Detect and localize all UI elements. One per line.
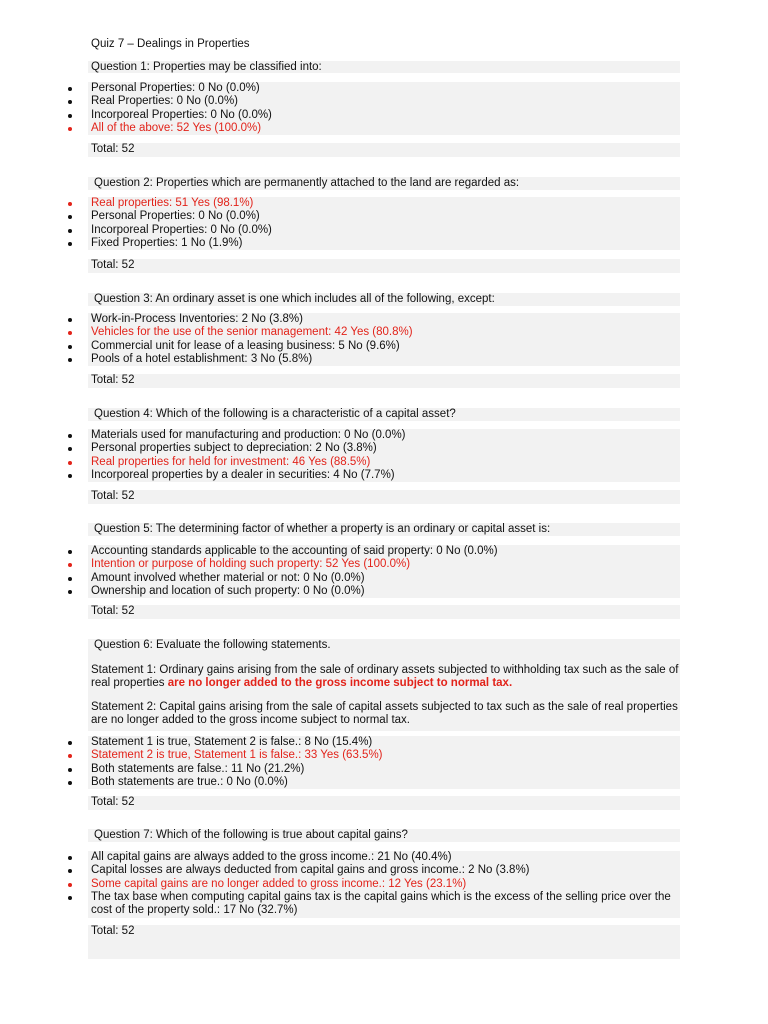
answer-option: Personal Properties: 0 No (0.0%) xyxy=(88,210,680,223)
question-3 xyxy=(88,293,680,306)
question-3-answers xyxy=(88,313,680,366)
question-4-total xyxy=(88,490,680,504)
answer-option: Commercial unit for lease of a leasing business: 5 No (9.6%) xyxy=(88,340,680,353)
question-6-answers xyxy=(88,736,680,789)
question-4 xyxy=(88,408,680,421)
question-7-text: Question 7: Which of the following is true about capital gains? xyxy=(94,829,408,841)
question-1-answers xyxy=(88,82,680,135)
question-1-total xyxy=(88,143,680,157)
answer-option: Amount involved whether material or not: 0 No (0.0%) xyxy=(88,572,680,585)
answer-option: Capital losses are always deducted from capital gains and gross income.: 2 No (3.8%) xyxy=(88,864,680,877)
question-3-text: Question 3: An ordinary asset is one which includes all of the following, except: xyxy=(94,293,495,305)
answer-option: Accounting standards applicable to the accounting of said property: 0 No (0.0%) xyxy=(88,545,680,558)
correct-answer-option: Real properties: 51 Yes (98.1%) xyxy=(88,197,680,210)
answer-option: Statement 1 is true, Statement 2 is false.: 8 No (15.4%) xyxy=(88,736,680,749)
answer-option: Fixed Properties: 1 No (1.9%) xyxy=(88,237,680,250)
question-4-answers xyxy=(88,429,680,482)
quiz-title: Quiz 7 – Dealings in Properties xyxy=(91,38,250,50)
question-6-total xyxy=(88,796,680,810)
statement-1-text: Statement 1: Ordinary gains arising from the sale of ordinary assets subjected to withholding tax such as the sale of real properties xyxy=(91,664,679,689)
question-1 xyxy=(88,61,680,73)
correct-answer-option: Intention or purpose of holding such property: 52 Yes (100.0%) xyxy=(88,558,680,571)
answer-option: Incorporeal Properties: 0 No (0.0%) xyxy=(88,109,680,122)
answer-option: Ownership and location of such property: 0 No (0.0%) xyxy=(88,585,680,598)
total-count: Total: 52 xyxy=(91,796,135,808)
statement-1 xyxy=(88,664,680,689)
answer-option: Incorporeal properties by a dealer in securities: 4 No (7.7%) xyxy=(88,469,680,482)
question-6-text: Question 6: Evaluate the following statements. xyxy=(94,639,331,651)
answer-option: Incorporeal Properties: 0 No (0.0%) xyxy=(88,224,680,237)
total-count: Total: 52 xyxy=(91,259,135,271)
answer-option: Pools of a hotel establishment: 3 No (5.8%) xyxy=(88,353,680,366)
correct-answer-option: Vehicles for the use of the senior management: 42 Yes (80.8%) xyxy=(88,326,680,339)
answer-option: Both statements are false.: 11 No (21.2%) xyxy=(88,763,680,776)
total-count: Total: 52 xyxy=(91,925,135,937)
question-2-answers xyxy=(88,197,680,250)
question-7 xyxy=(88,829,680,842)
total-count: Total: 52 xyxy=(91,605,135,617)
question-2-text: Question 2: Properties which are permanently attached to the land are regarded as: xyxy=(94,177,520,189)
question-1-text: Question 1: Properties may be classified into: xyxy=(91,61,322,73)
total-count: Total: 52 xyxy=(91,490,135,502)
question-5-answers xyxy=(88,545,680,598)
statement-2: Statement 2: Capital gains arising from the sale of capital assets subjected to tax such as the sale of real properties are no longer added to the gross income subject to normal tax. xyxy=(91,701,678,726)
correct-answer-option: Statement 2 is true, Statement 1 is false.: 33 Yes (63.5%) xyxy=(88,749,680,762)
answer-option: The tax base when computing capital gains tax is the capital gains which is the excess of the selling price over the cost of the property sold.: 17 No (32.7%) xyxy=(88,891,680,918)
correct-answer-option: All of the above: 52 Yes (100.0%) xyxy=(88,122,680,135)
total-count: Total: 52 xyxy=(91,374,135,386)
question-5-total xyxy=(88,605,680,619)
question-3-total xyxy=(88,374,680,388)
answer-option: Work-in-Process Inventories: 2 No (3.8%) xyxy=(88,313,680,326)
answer-option: Personal Properties: 0 No (0.0%) xyxy=(88,82,680,95)
question-4-text: Question 4: Which of the following is a characteristic of a capital asset? xyxy=(94,408,456,420)
answer-option: All capital gains are always added to the gross income.: 21 No (40.4%) xyxy=(88,851,680,864)
question-5-text: Question 5: The determining factor of whether a property is an ordinary or capital asset is: xyxy=(94,523,551,535)
answer-option: Both statements are true.: 0 No (0.0%) xyxy=(88,776,680,789)
answer-option: Personal properties subject to depreciation: 2 No (3.8%) xyxy=(88,442,680,455)
correct-answer-option: Real properties for held for investment: 46 Yes (88.5%) xyxy=(88,456,680,469)
question-2 xyxy=(88,177,680,190)
question-5 xyxy=(88,523,680,536)
question-2-total xyxy=(88,259,680,273)
correct-answer-option: Some capital gains are no longer added to gross income.: 12 Yes (23.1%) xyxy=(88,878,680,891)
answer-option: Real Properties: 0 No (0.0%) xyxy=(88,95,680,108)
question-6 xyxy=(88,639,680,731)
answer-option: Materials used for manufacturing and production: 0 No (0.0%) xyxy=(88,429,680,442)
question-7-answers xyxy=(88,851,680,918)
statement-1-emphasis: are no longer added to the gross income subject to normal tax. xyxy=(167,676,513,689)
total-count: Total: 52 xyxy=(91,143,135,155)
question-7-total xyxy=(88,925,680,959)
